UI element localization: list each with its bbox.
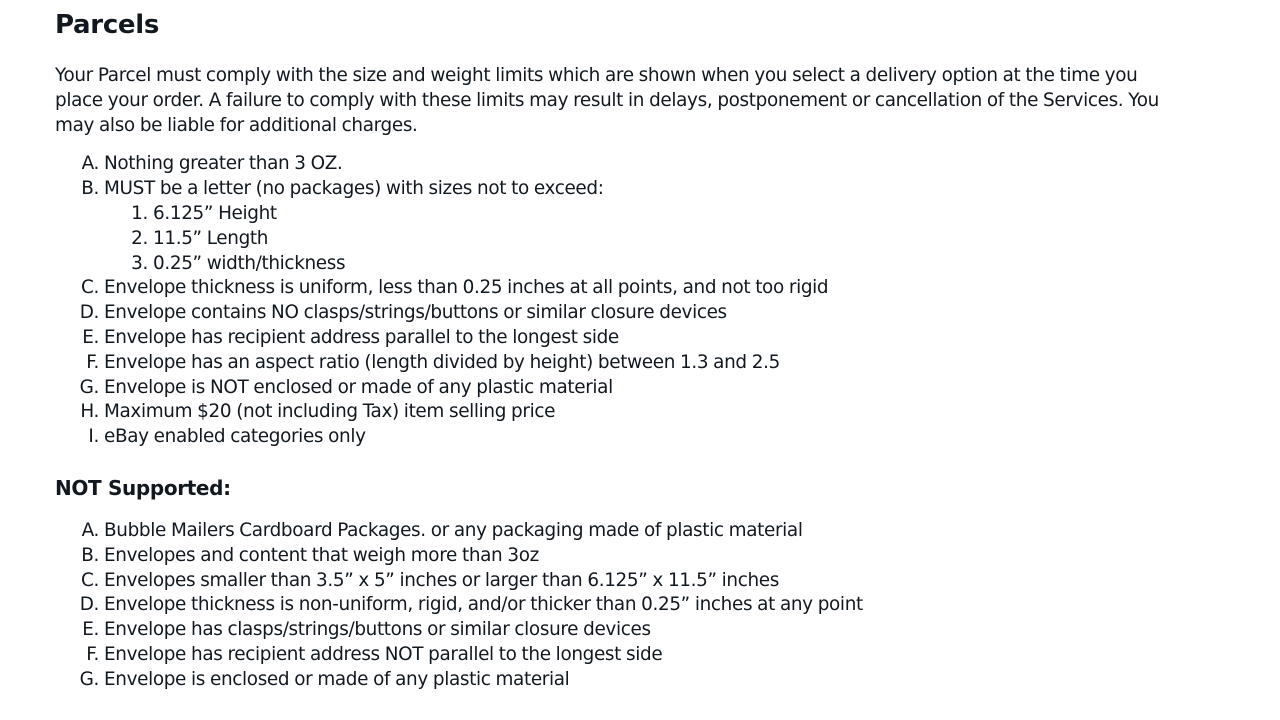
list-item: C. Envelopes smaller than 3.5” x 5” inches or larger than 6.125” x 11.5” inches [104, 569, 1215, 594]
list-item: F. Envelope has recipient address NOT parallel to the longest side [104, 643, 1215, 668]
list-item: H. Maximum $20 (not including Tax) item selling price [104, 400, 1215, 425]
requirements-list [55, 152, 1215, 450]
list-item: 2. 11.5” Length [153, 227, 1215, 252]
size-limits-list [104, 202, 1215, 276]
list-item: 1. 6.125” Height [153, 202, 1215, 227]
list-item: B. MUST be a letter (no packages) with sizes not to exceed: 1. 6.125” Height 2. 11.5” Length 3. 0.25” width/thickness [104, 177, 1215, 276]
list-item: E. Envelope has recipient address parallel to the longest side [104, 326, 1215, 351]
page-title: Parcels [55, 10, 160, 40]
intro-paragraph: Your Parcel must comply with the size and weight limits which are shown when you select a delivery option at the time you place your order. A failure to comply with these limits may result in delays, postponement or cancellation of the Services. You may also be liable for additional charges. [55, 65, 1159, 136]
list-item: I. eBay enabled categories only [104, 425, 1215, 450]
list-item: E. Envelope has clasps/strings/buttons or similar closure devices [104, 618, 1215, 643]
not-supported-list [55, 519, 1215, 693]
list-item: A. Bubble Mailers Cardboard Packages. or any packaging made of plastic material [104, 519, 1215, 544]
list-item: G. Envelope is NOT enclosed or made of any plastic material [104, 376, 1215, 401]
list-item: D. Envelope contains NO clasps/strings/buttons or similar closure devices [104, 301, 1215, 326]
not-supported-heading: NOT Supported: [55, 475, 231, 500]
list-item: D. Envelope thickness is non-uniform, rigid, and/or thicker than 0.25” inches at any point [104, 593, 1215, 618]
list-item: B. Envelopes and content that weigh more than 3oz [104, 544, 1215, 569]
list-item: 3. 0.25” width/thickness [153, 252, 1215, 277]
list-item: G. Envelope is enclosed or made of any plastic material [104, 668, 1215, 693]
list-item: A. Nothing greater than 3 OZ. [104, 152, 1215, 177]
list-item: C. Envelope thickness is uniform, less than 0.25 inches at all points, and not too rigid [104, 276, 1215, 301]
list-item: F. Envelope has an aspect ratio (length divided by height) between 1.3 and 2.5 [104, 351, 1215, 376]
